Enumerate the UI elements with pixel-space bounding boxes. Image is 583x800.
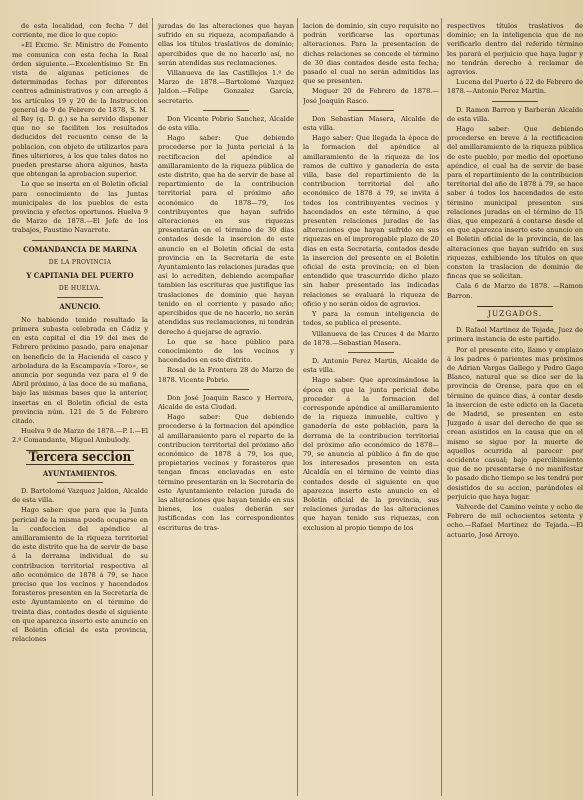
divider-rule (57, 297, 103, 298)
paragraph: Lo que se hace público para conocimiento de los vecinos y hacendados en este distrito. (158, 337, 294, 365)
section-heading: AYUNTAMIENTOS. (42, 468, 118, 478)
section-heading: ANUNCIO. (59, 302, 101, 312)
paragraph: Moguer 20 de Febrero de 1878.—José Joaquin Rasco. (303, 87, 439, 105)
paragraph: Y para la comun inteligencia de todos, se publica el presente. (303, 310, 439, 328)
divider-rule (57, 482, 103, 483)
section-heading: COMANDANCIA DE MARINA (23, 244, 137, 254)
paragraph: Huelva 9 de Marzo de 1878.—P. I.—El 2.º Comandante, Miguel Ambulody. (12, 427, 148, 445)
paragraph: Hago saber: Que llegada la época de la formacion del apéndice al amillaramiento de la riqueza de los ramos de cultivo y ganadería de esta villa, base del repartimiento de la contribucion territorial del año económico de 1878 á 79, se invita á todos los contribuyentes vecinos y hacendados en este término, á que presenten relaciones juradas de las alteraciones que hayan sufrido en sus riquezas en el improrogable plazo de 20 dias en esta Secretaría, contados desde la insercion del presente en el Boletin oficial de esta provincia; en el bien entendido que trascurrido dicho plazo sin haber presentado las indicadas relaciones se evaluará la riqueza de oficio y no serán oidos de agravios. (303, 134, 439, 308)
paragraph: Hago saber: Que debiendo procederse en breve á la rectificacion del amillaramiento de la riqueza pública de este pueblo, por medio del oportuno apéndice, el cual ha de servir de base para el repartimiento de la contribucion territorial del año de 1878 á 79, se hace saber á todos los hacendados de este término municipal presenten sus relaciones juradas en el término de 15 dias, que empezará á contarse desde el en que aparezca inserto este anuncio en el Boletin oficial de la provincia, de las alteraciones que hayan sufrido en sus riquezas, exhibiendo los títulos en que consten la traslacion de dominio de fincas que se solicitan. (447, 125, 583, 281)
paragraph-continued: respectivos títulos traslativos de dominio; en la inteligencia que de no verificarlo dentro del referido término les parará el perjuicio que haya lugar y no tendrán derecho á reclamar de agravios. (447, 22, 583, 77)
column-1 (12, 22, 148, 792)
column-3 (303, 22, 439, 792)
divider-rule (203, 110, 249, 111)
paragraph: D. Bartolomé Vazquez Jaldon, Alcalde de esta villa. (12, 486, 148, 505)
paragraph: D. Ramon Barron y Barberán Alcalde de esta villa. (447, 105, 583, 123)
column-4 (447, 22, 583, 792)
heading-subline: DE LA PROVINCIA (48, 258, 112, 266)
divider-rule (32, 240, 128, 241)
column-divider (297, 18, 298, 796)
paragraph: D. Rafael Martinez de Tejada, Juez de primera instancia de este partido. (447, 326, 583, 344)
paragraph: Cala 6 de Marzo de 1878. —Ramon Barron. (447, 282, 583, 300)
paragraph-continued: juradas de las alteraciones que hayan sufrido en su riqueza, acompañando á ellas los títulos traslativos de dominio; apercibidos que de no hacerlo así, no serán atendidas sus reclamaciones. (158, 22, 294, 67)
paragraph: de esta localidad, con fecha 7 del corriente, me dice lo que copio: (12, 22, 148, 40)
section-heading: Y CAPITANIA DEL PUERTO (26, 271, 134, 281)
divider-rule (492, 101, 538, 102)
paragraph: Don José Joaquin Rasco y Herrera, Alcalde de esta Ciudad. (158, 393, 294, 411)
paragraph-continued: lacion de dominio, sin cuyo requisito no podrán verificarse las oportunas alteraciones. Para la presentacion de dichas relaciones se concede el término de 30 dias contados desde esta fecha; pasado el cual no serán admitidas las que se presenten. (303, 22, 439, 86)
paragraph: Hago saber: que para que la Junta pericial de la misma pueda ocuparse en la confeccion del apéndice al amillaramiento de la riqueza territorial de este distrito que ha de servir de base á la derrama individual de su contribucion territorial respectiva al año económico de 1878 á 79, se hace preciso que los vecinos y hacendados forasteros presenten en la Secretaría de este Ayuntamiento en el término de treinta dias, contados desde el siguiente en que aparezca inserto este anuncio en el Boletin oficial de esta provincia, relaciones (12, 506, 148, 644)
paragraph: Por el presente cito, llamo y emplazo á los padres ó parientes mas próximos de Adrian Vargas Gallego y Pedro Gago Blanco, natural que se dice ser de la provincia de Orense, para que en el término de quince dias, á contar desde la insercion de este edicto en la Gaceta de Madrid, se presenten en este Juzgado á usar del derecho de que se crean asistidos en la causa que en el mismo se sigue por la muerte de aquellos ocurrida al parecer por accidente casual; bajo apercibimiento que de no presentarse ó no manifestar lo pasado dicho tiempo se les tendrá por desistidos de su accion, parándoles el perjuicio que haya lugar. (447, 345, 583, 501)
section-title: Tercera seccion (26, 450, 134, 465)
paragraph: Hago saber: Que debiendo procederse á la formacion del apéndice al amillaramiento para el reparto de la contribucion territorial del próximo año económico de 1878 á 79, los que, propietarios vecinos y forasteros que tengan fincas enclavadas en este término presentarán en la Secretaría de este Ayuntamiento relacion jurada de las alteraciones que hayan tenido en sus bienes, los cuales deberán ser justificadas con las correspondientes escrituras de tras- (158, 413, 294, 532)
column-divider (152, 18, 153, 796)
paragraph: No habiendo tenido resultado la primera subasta celebrada en Cádiz y en esta capital el dia 19 del mes de Febrero próximo pasado, para enajenar en beneficio de la Hacienda el casco y arboladura de la Escampavía «Toro», se anuncia por segunda vez para el 9 de Abril próximo, á las doce de su mañana, bajo las mismas bases que la anterior, insertas en el Boletin oficial de esta provincia núm. 121 de 5 de Febrero citado. (12, 315, 148, 425)
paragraph: Villanueva de las Cruces 4 de Marzo de 1878.—Sebastian Masera. (303, 329, 439, 347)
divider-rule (203, 389, 249, 390)
divider-rule (348, 352, 394, 353)
heading-subline: DE HUELVA. (58, 285, 102, 293)
paragraph: Lo que se inserta en el Boletin oficial para conocimiento de las Juntas municipales de los pueblos de esta provincia y efectos oportunos. Huelva 9 de Marzo de 1878.—El Jefe de los trabajos, Faustino Navarrete. (12, 180, 148, 235)
paragraph: Hago saber: Que debiendo procederse por la Junta pericial á la rectificacion del apéndice al amillaramiento de la riqueza pública de este distrito, que ha de servir de base al repartimiento de la contribucion territorial para el próximo año económico de 1878—79, los contribuyentes que hayan sufrido alteraciones en sus riquezas presentarán en el término de 30 dias contados desde la insercion de este anuncio en el Boletin oficial de esta provincia en la Secretaría de este Ayuntamiento las relaciones juradas que así lo acrediten, debiendo acompañar tambien las escrituras que justifique las traslaciones de dominio que hayan tenido en el corriente y pasado año; apercibidos que de no hacerlo, no serán atendidas sus reclamaciones, ni tendrán derecho á quejarse de agravio. (158, 134, 294, 336)
paragraph: D. Antonio Perez Martin, Alcalde de esta villa. (303, 356, 439, 375)
paragraph: Hago saber: Que aproximándose la época en que la junta pericial debe proceder á la formacion del corresponde apéndice al amillaramiento de la riqueza inmueble, cultivo y ganadería de este población, para la derrama de la contribucion territorial del próximo año económico de 1878—79, se anuncia al público á fin de que los interesados presenten en esta Alcaldía en el término de veinte dias contados desde el siguiente en que aparezca inserto este anuncio en el Boletin oficial de la provincia, sus relaciones juradas de las alteraciones que hayan tenido sus riquezas, con exclusion al propio tiempo de los (303, 376, 439, 532)
column-divider (441, 18, 442, 796)
paragraph: Lucena del Puerto á 22 de Febrero de 1878.—Antonio Perez Martin. (447, 78, 583, 96)
section-box-title: JUZGADOS. (477, 306, 553, 321)
divider-rule (348, 110, 394, 111)
paragraph: Valverde del Camino veinte y ocho de Febrero de mil ochocientos setenta y ocho.—Rafael Martinez de Tejada.—El actuario, José Arroyo. (447, 502, 583, 539)
paragraph: Don Vicente Pobrio Sanchez, Alcalde de esta villa. (158, 114, 294, 133)
paragraph: «El Excmo. Sr. Ministro de Fomento me comunica con esta fecha la Real órden siguiente.—Excelentísimo Sr. En vista de algunas peticiones de determinadas fechas por diferentes centros administrativos y con arreglo á los artículos 19 y 20 de la Instruccion general de 9 de Febrero de 1878, S. M. el Rey (q. D. g.) se ha servido disponer que no se faciliten los resultados deducidos del recuento censo de la poblacion, con objeto de utilizarlos para fines ulteriores, á los que tales datos no pueden prestarse ahora algunos, hasta que obtengan la aprobacion superior. (12, 41, 148, 179)
paragraph: Villanueva de las Castillejos 1.º de Marzo de 1878.—Bartolomé Vazquez Jaldon.—Felipe Gonzalez García, secretario. (158, 69, 294, 105)
paragraph: Rosal de la Frontera 28 de Marzo de 1878. Vicente Pobrio. (158, 366, 294, 384)
paragraph: Don Sebastian Masera, Alcalde de esta villa. (303, 114, 439, 133)
column-2 (158, 22, 294, 792)
